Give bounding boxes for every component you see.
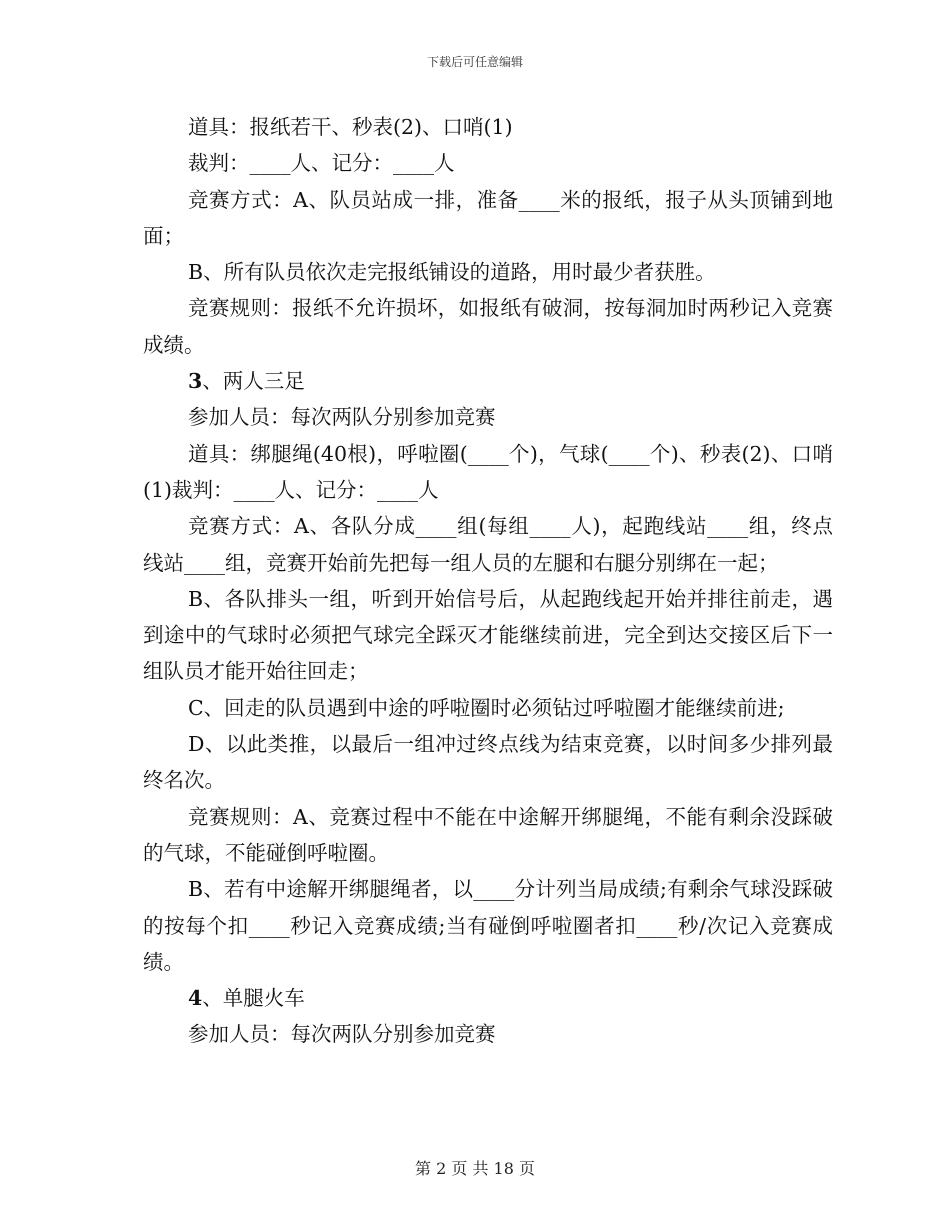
section-title: 、单腿火车 <box>202 986 305 1011</box>
paragraph-method: 竞赛方式：A、队员站成一排，准备____米的报纸，报子从头顶铺到地面； <box>143 187 833 248</box>
paragraph-props-3: 道具：绑腿绳(40根)，呼啦圈(____个)，气球(____个)、秒表(2)、口哨(1)裁判：____人、记分：____人 <box>143 441 833 502</box>
page-footer: 第 2 页 共 18 页 <box>415 1159 535 1178</box>
paragraph-rules-3: 竞赛规则：A、竞赛过程中不能在中途解开绑腿绳，不能有剩余没踩破的气球，不能碰倒呼啦圈。 <box>143 804 833 865</box>
document-body <box>143 109 833 1053</box>
paragraph-rules-3b: B、若有中途解开绑腿绳者，以____分计列当局成绩;有剩余气球没踩破的按每个扣____秒记入竞赛成绩;当有碰倒呼啦圈者扣____秒/次记入竞赛成绩。 <box>143 877 833 974</box>
paragraph-method-3: 竞赛方式：A、各队分成____组(每组____人)，起跑线站____组，终点线站____组，竞赛开始前先把每一组人员的左腿和右腿分别绑在一起； <box>143 514 833 575</box>
paragraph-method-b: B、所有队员依次走完报纸铺设的道路，用时最少者获胜。 <box>188 260 716 285</box>
paragraph-rules: 竞赛规则：报纸不允许损坏，如报纸有破洞，按每洞加时两秒记入竞赛成绩。 <box>143 296 833 357</box>
paragraph-method-3d: D、以此类推，以最后一组冲过终点线为结束竞赛，以时间多少排列最终名次。 <box>143 732 833 793</box>
paragraph-props: 道具：报纸若干、秒表(2)、口哨(1) <box>188 115 513 139</box>
page-header: 下载后可任意编辑 <box>426 55 523 69</box>
paragraph-referees: 裁判：____人、记分：____人 <box>188 151 455 176</box>
section-title: 、两人三足 <box>202 369 305 394</box>
section-heading-3 <box>143 363 833 399</box>
paragraph-method-3b: B、各队排头一组，听到开始信号后，从起跑线起开始并排往前走，遇到途中的气球时必须把气球完全踩灭才能继续前进，完全到达交接区后下一组队员才能开始往回走； <box>143 586 833 684</box>
section-heading-4 <box>143 980 833 1016</box>
paragraph-participants-4: 参加人员：每次两队分别参加竞赛 <box>188 1022 496 1047</box>
paragraph-method-3c: C、回走的队员遇到中途的呼啦圈时必须钻过呼啦圈才能继续前进; <box>188 695 785 720</box>
paragraph-participants: 参加人员：每次两队分别参加竞赛 <box>188 405 496 430</box>
section-number: 3 <box>188 369 203 394</box>
section-number: 4 <box>188 986 203 1011</box>
